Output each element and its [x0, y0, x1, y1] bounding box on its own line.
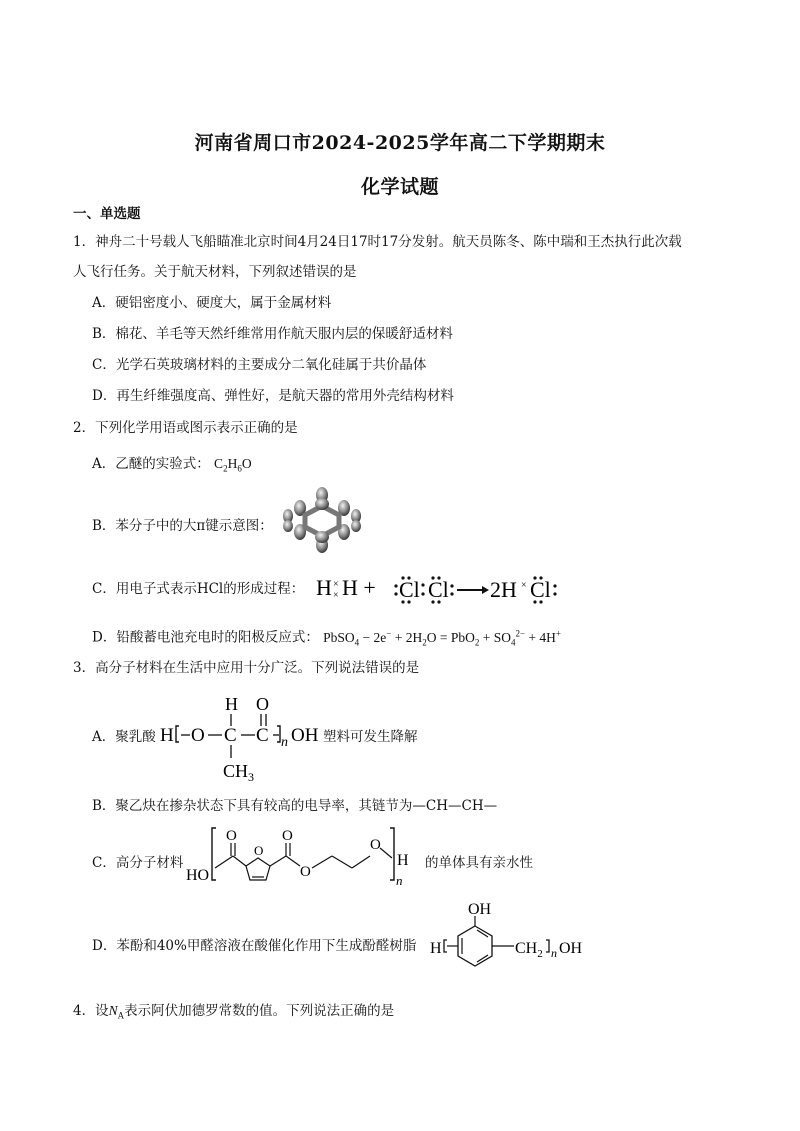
atom-oh-end: OH	[559, 940, 583, 957]
q1-option-c: C．光学石英玻璃材料的主要成分二氧化硅属于共价晶体	[92, 357, 427, 373]
right-arrow-icon	[457, 586, 489, 594]
atom-oh: OH	[291, 725, 319, 746]
q2-d-text: D．铅酸蓄电池充电时的阳极反应式：	[92, 629, 319, 646]
formula-h: H	[227, 456, 238, 471]
eq-sup: −	[386, 628, 392, 638]
eq-part: + SO	[479, 629, 511, 645]
bracket-right	[390, 828, 394, 880]
eq-sub: 2	[422, 637, 427, 648]
formula-c: C	[214, 456, 224, 471]
eq-part: + 2H	[391, 629, 423, 645]
atom-c1: C	[224, 725, 237, 746]
q1-stem-line2: 人飞行任务。关于航天材料，下列叙述错误的是	[73, 264, 357, 280]
q1-option-a: A．硬铝密度小、硬度大，属于金属材料	[92, 295, 332, 311]
eq-2h: 2H	[490, 577, 517, 602]
q4-na: N	[108, 1003, 118, 1018]
q4-stem	[73, 1002, 394, 1025]
eq-sup: 2−	[515, 628, 526, 638]
eq-cl1: Cl	[399, 577, 420, 602]
exam-title: 河南省周口市2024-2025学年高二下学期期末	[194, 132, 606, 154]
hcl-electron-equation	[312, 570, 562, 606]
furan-polyester-structure	[186, 818, 426, 888]
eq-sub: 4	[354, 637, 360, 648]
electron-x-mark: ×	[333, 590, 339, 601]
eq-cl2: Cl	[428, 577, 449, 602]
subscript-n: n	[551, 946, 557, 960]
q2-b-text-post: 键示意图：	[205, 518, 273, 534]
q2-stem: 2．下列化学用语或图示表示正确的是	[73, 420, 298, 436]
formula-sub-2: 2	[223, 463, 228, 474]
q3-option-b: B．聚乙炔在掺杂状态下具有较高的电导率，其链节为—CH—CH—	[92, 798, 498, 814]
benzene-pi-bond-image	[276, 484, 368, 556]
eq-part: − 2e	[359, 629, 387, 645]
subscript-n: n	[396, 873, 403, 888]
section-heading: 一、单选题	[73, 206, 141, 222]
formula-sub-6: 6	[237, 463, 242, 474]
bracket-left	[212, 828, 216, 880]
eq-sup: +	[555, 628, 561, 638]
phenolic-resin-structure	[430, 898, 600, 974]
eq-part: PbSO	[323, 629, 355, 645]
formula-o: O	[241, 456, 252, 471]
q3-option-c-pre: C．高分子材料	[92, 855, 184, 871]
atom-oh: OH	[468, 901, 492, 918]
bracket-right	[277, 726, 280, 742]
atom-h: H	[430, 940, 442, 957]
q3-option-a-pre: A．聚乳酸	[92, 729, 156, 745]
q1-stem-line1: 1．神舟二十号载人飞船瞄准北京时间4月24日17时17分发射。航天员陈冬、陈中瑞和王杰执行此次载	[73, 234, 682, 250]
atom-o-ring: O	[254, 843, 264, 858]
atom-o: O	[282, 828, 293, 844]
atom-o: O	[226, 828, 237, 844]
bracket-left	[176, 726, 179, 742]
q3-option-a-post: 塑料可发生降解	[323, 729, 418, 745]
q4-stem-post: 表示阿伏加德罗常数的值。下列说法正确的是	[124, 1003, 395, 1019]
q2-b-pi: π	[196, 518, 206, 534]
electron-x-mark: ×	[333, 579, 339, 590]
q3-option-c-post: 的单体具有亲水性	[425, 855, 533, 871]
bracket-right	[546, 940, 549, 952]
q1-option-b: B．棉花、羊毛等天然纤维常用作航天服内层的保暖舒适材料	[92, 326, 453, 342]
benzene-ring	[458, 926, 492, 966]
atom-c2: C	[256, 725, 269, 746]
q4-stem-pre: 4．设	[73, 1003, 109, 1019]
atom-o: O	[300, 864, 311, 880]
bracket-left	[444, 940, 447, 952]
atom-h-top: H	[225, 694, 238, 714]
atom-o-top: O	[256, 694, 269, 714]
eq-h1: H	[316, 575, 332, 600]
q2-option-d	[92, 624, 561, 651]
q2-b-text-pre: B．苯分子中的大	[92, 518, 197, 534]
q3-stem: 3．高分子材料在生活中应用十分广泛。下列说法错误的是	[73, 660, 420, 676]
q2-a-text: A．乙醚的实验式：	[92, 456, 210, 472]
atom-h: H	[160, 725, 174, 746]
q1-option-d: D．再生纤维强度高、弹性好，是航天器的常用外壳结构材料	[92, 388, 454, 404]
q2-a-formula	[214, 456, 252, 474]
q2-option-c-text: C．用电子式表示HCl的形成过程：	[92, 581, 305, 597]
q3-option-d-pre: D．苯酚和40%甲醛溶液在酸催化作用下生成酚醛树脂	[92, 938, 417, 954]
eq-cl3: Cl	[530, 577, 551, 602]
q2-option-a	[92, 455, 252, 478]
eq-h2-plus: H +	[342, 575, 376, 600]
atom-ho: HO	[186, 867, 210, 884]
atom-h: H	[397, 852, 409, 869]
atom-ch2: $CH_2$	[515, 940, 543, 960]
q2-d-equation	[323, 628, 561, 648]
atom-o: O	[191, 725, 205, 746]
atom-o: O	[370, 837, 381, 853]
q4-na-sub: A	[117, 1010, 125, 1021]
electron-x-mark: ×	[521, 580, 527, 591]
eq-sub: 2	[474, 637, 480, 648]
exam-subtitle: 化学试题	[360, 176, 439, 198]
eq-sub: 4	[510, 637, 516, 648]
q2-option-b	[92, 517, 273, 535]
eq-part: O = PbO	[426, 629, 475, 645]
subscript-n: n	[281, 735, 288, 750]
atom-ch3: $CH_3$	[223, 761, 255, 782]
eq-part: + 4H	[525, 629, 556, 645]
